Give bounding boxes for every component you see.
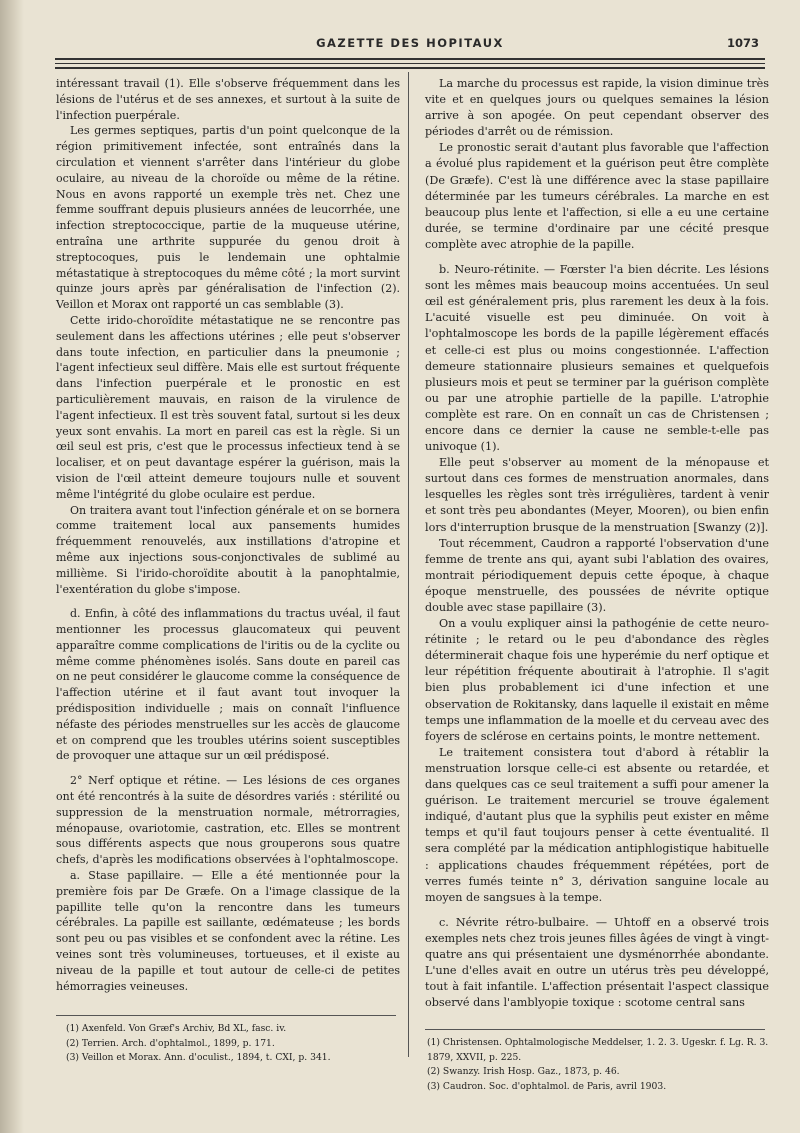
page-header xyxy=(55,36,765,56)
paragraph: d. Enfin, à côté des inflammations du tractus uvéal, il faut mentionner les processus glaucomateux qui peuvent apparaître comme complications de l'iritis ou de la cyclite ou même comme phénomènes isolés. Sans doute en pareil cas on ne peut considérer le glaucome comme la conséquence de l'affection utérine et il faut avant tout invoquer la prédisposition individuelle ; mais on connaît l'influence néfaste des périodes menstruelles sur les accès de glaucome et on comprend que les troubles utérins soient susceptibles de provoquer une attaque sur un œil prédisposé. xyxy=(56,607,400,763)
footnote-rule xyxy=(425,1029,765,1030)
paragraph: Le pronostic serait d'autant plus favorable que l'affection a évolué plus rapidement et la guérison peut être complète (De Græfe). C'est là une différence avec la stase papillaire déterminée par les tumeurs cérébrales. La marche en est beaucoup plus lente et l'affection, si elle a eu une certaine durée, se termine d'ordinaire par une cécité presque complète avec atrophie de la papille. xyxy=(425,141,769,251)
footnote: (1) Axenfeld. Von Græf's Archiv, Bd XL, fasc. iv. xyxy=(66,1023,287,1034)
paragraph: Cette irido-choroïdite métastatique ne se rencontre pas seulement dans les affections utérines ; elle peut s'observer dans toute infection, en particulier dans la pneumonie ; l'agent infectieux seul diffère. Mais elle est surtout fréquente dans l'infection puerpérale et le pronostic en est particulièrement mauvais, en raison de la virulence de l'agent infectieux. Il est très souvent fatal, surtout si les deux yeux sont envahis. La mort en pareil cas est la règle. Si un œil seul est pris, c'est que le processus infectieux tend à se localiser, et on peut davantage espérer la guérison, mais la vision de l'œil atteint demeure toujours nulle et souvent même l'intégrité du globe oculaire est perdue. xyxy=(56,313,400,501)
footnote-rule xyxy=(56,1015,396,1016)
section-heading-paragraph: 2° Nerf optique et rétine. — Les lésions de ces organes ont été rencontrés à la suite de désordres variés : stérilité ou suppression de la menstruation normale, métrorragies, ménopause, ovariotomie, castration, etc. Elles se montrent sous différents aspects que nous grouperons sous quatre chefs, d'après les modifications observées à l'ophtalmoscope. xyxy=(56,774,400,867)
footnote: (1) Christensen. Ophtalmologische Meddelser, 1. 2. 3. Ugeskr. f. Lg. R. 3. 1879, XXVII, p. 225. xyxy=(427,1037,769,1063)
right-column xyxy=(425,76,769,1011)
paragraph: intéressant travail (1). Elle s'observe fréquemment dans les lésions de l'utérus et de ses annexes, et surtout à la suite de l'infection puerpérale. xyxy=(56,77,400,122)
paragraph: On a voulu expliquer ainsi la pathogénie de cette neuro-rétinite ; le retard ou le peu d'abondance des règles déterminerait chaque fois une hyperémie du nerf optique et leur répétition fréquente aboutirait à l'atrophie. Il s'agit bien plus probablement ici d'une infection et une observation de Rokitansky, dans laquelle il existait en même temps une inflammation de la moelle et du cerveau avec des foyers de sclérose en certains points, le montre nettement. xyxy=(425,617,769,743)
footnote: (3) Caudron. Soc. d'ophtalmol. de Paris, avril 1903. xyxy=(427,1080,667,1092)
paragraph: b. Neuro-rétinite. — Fœrster l'a bien décrite. Les lésions sont les mêmes mais beaucoup moins accentuées. Un seul œil est généralement pris, plus rarement les deux à la fois. L'acuité visuelle est peu diminuée. On voit à l'ophtalmoscope les bords de la papille légèrement effacés et celle-ci est plus ou moins congestionnée. L'affection demeure stationnaire plusieurs semaines et quelquefois plusieurs mois et peut se terminer par la guérison complète ou par une atrophie partielle de la papille. L'atrophie complète est rare. On en connaît un cas de Christensen ; encore dans ce dernier la cause ne semble-t-elle pas univoque (1). xyxy=(425,263,769,454)
page-binding-shadow xyxy=(0,0,24,1133)
paragraph: a. Stase papillaire. — Elle a été mentionnée pour la première fois par De Græfe. On a l'image classique de la papillite telle qu'on la rencontre dans les tumeurs cérébrales. La papille est saillante, œdémateuse ; les bords sont peu ou pas visibles et se confondent avec la rétine. Les veines sont très volumineuses, tortueuses, et il existe au niveau de la papille et tout autour de celle-ci de petites hémorragies veineuses. xyxy=(56,869,400,993)
journal-title: GAZETTE DES HOPITAUX xyxy=(316,36,504,50)
header-rule xyxy=(55,67,765,69)
left-footnotes xyxy=(66,1022,408,1066)
paragraph: Elle peut s'observer au moment de la ménopause et surtout dans ces formes de menstruation anormales, dans lesquelles les règles sont très irrégulières, tardent à venir et sont très peu abondantes (Meyer, Mooren), ou bien enfin lors d'interruption brusque de la menstruation [Swanzy (2)]. xyxy=(425,456,769,534)
footnote: (2) Swanzy. Irish Hosp. Gaz., 1873, p. 46. xyxy=(427,1066,620,1078)
header-rule xyxy=(55,63,765,64)
paragraph: Les germes septiques, partis d'un point quelconque de la région primitivement infectée, sont entraînés dans la circulation et viennent s'arrêter dans l'intérieur du globe oculaire, au niveau de la choroïde ou même de la rétine. Nous en avons rapporté un exemple très net. Chez une femme souffrant depuis plusieurs années de leucorrhée, une infection streptococcique, partie de la muqueuse utérine, entraîna une arthrite suppurée du genou droit à streptocoques, puis le lendemain une ophtalmie métastatique à streptocoques du même côté ; la mort survint quinze jours après par généralisation de l'infection (2). Veillon et Morax ont rapporté un cas semblable (3). xyxy=(56,124,400,312)
left-column xyxy=(56,76,400,994)
page-number: 1073 xyxy=(726,36,759,50)
column-divider xyxy=(408,72,409,1057)
footnote: (3) Veillon et Morax. Ann. d'oculist., 1894, t. CXI, p. 341. xyxy=(66,1052,331,1064)
paragraph: Tout récemment, Caudron a rapporté l'observation d'une femme de trente ans qui, ayant subi l'ablation des ovaires, montrait périodiquement depuis cette époque, à chaque époque menstruelle, des poussées de névrite optique double avec stase papillaire (3). xyxy=(425,536,769,614)
paragraph: La marche du processus est rapide, la vision diminue très vite et en quelques jours ou quelques semaines la lésion arrive à son apogée. On peut cependant observer des périodes d'arrêt ou de rémission. xyxy=(425,77,769,139)
paragraph: c. Névrite rétro-bulbaire. — Uhtoff en a observé trois exemples nets chez trois jeunes filles âgées de vingt à vingt-quatre ans qui présentaient une dysménorrhée abondante. L'une d'elles avait en outre un utérus très peu développé, tout à fait infantile. L'affection présentait l'aspect classique observé dans l'amblyopie toxique : scotome central sans xyxy=(425,915,769,1010)
paragraph: On traitera avant tout l'infection générale et on se bornera comme traitement local aux pansements humides fréquemment renouvelés, aux instillations d'atropine et même aux injections sous-conjonctivales de sublimé au millième. Si l'irido-choroïdite aboutit à la panophtalmie, l'exentération du globe s'impose. xyxy=(56,503,400,596)
header-rule xyxy=(55,58,765,60)
footnote: (2) Terrien. Arch. d'ophtalmol., 1899, p. 171. xyxy=(66,1037,275,1049)
paragraph: Le traitement consistera tout d'abord à rétablir la menstruation lorsque celle-ci est absente ou retardée, et dans quelques cas ce seul traitement a suffi pour amener la guérison. Le traitement mercuriel se trouve également indiqué, d'autant plus que la syphilis peut exister en même temps et qu'il faut toujours penser à cette éventualité. Il sera complété par la médication antiphlogistique habituelle : applications chaudes fréquemment répétées, port de verres fumés teinte n° 3, dérivation sanguine locale au moyen de sangsues à la tempe. xyxy=(425,745,769,904)
right-footnotes xyxy=(427,1036,769,1094)
